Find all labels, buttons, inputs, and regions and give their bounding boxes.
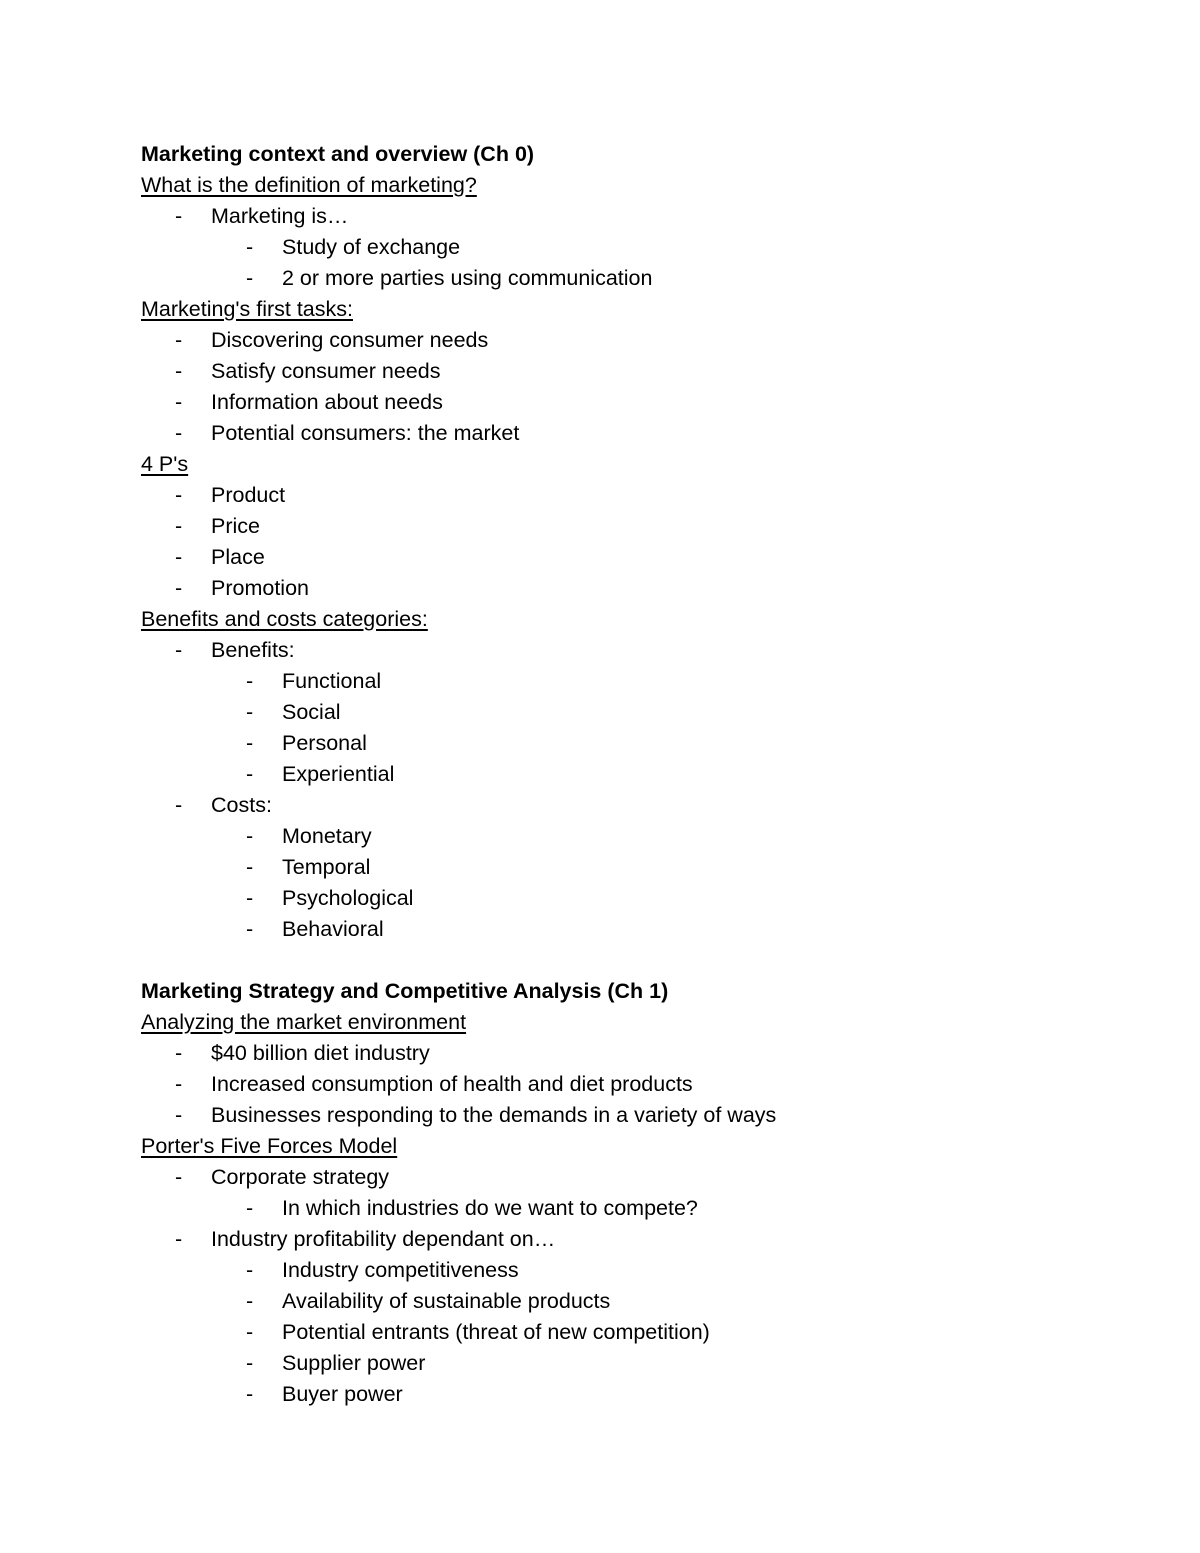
list-item [141, 635, 1200, 666]
bullet-dash-icon: - [175, 204, 183, 228]
bullet-text: Increased consumption of health and diet products [211, 1072, 693, 1096]
bullet-text: Promotion [211, 576, 309, 600]
sub-bullet-text: Availability of sustainable products [282, 1289, 611, 1313]
sub-list-item [141, 1193, 1200, 1224]
sub-list-item [141, 1317, 1200, 1348]
sub-list-item [141, 914, 1200, 945]
subsection-title-text: Benefits and costs categories: [141, 607, 428, 631]
sub-list-item [141, 821, 1200, 852]
bullet-dash-icon: - [246, 1196, 254, 1220]
bullet-dash-icon: - [175, 638, 183, 662]
section-heading: Marketing Strategy and Competitive Analysis (Ch 1) [141, 979, 669, 1003]
bullet-text: Information about needs [211, 390, 443, 414]
bullet-dash-icon: - [175, 483, 183, 507]
list-item [141, 201, 1200, 232]
bullet-text: Corporate strategy [211, 1165, 390, 1189]
sub-list-item [141, 852, 1200, 883]
sub-bullet-text: 2 or more parties using communication [282, 266, 653, 290]
bullet-dash-icon: - [175, 576, 183, 600]
bullet-text: Satisfy consumer needs [211, 359, 441, 383]
subsection-title [141, 170, 1200, 201]
bullet-text: Marketing is… [211, 204, 349, 228]
subsection-title [141, 604, 1200, 635]
bullet-dash-icon: - [175, 1227, 183, 1251]
sub-list-item [141, 759, 1200, 790]
sub-bullet-text: Functional [282, 669, 382, 693]
list-item [141, 1100, 1200, 1131]
list-item [141, 1069, 1200, 1100]
list-item [141, 1162, 1200, 1193]
sub-list-item [141, 1379, 1200, 1410]
bullet-text: Price [211, 514, 260, 538]
bullet-text: Businesses responding to the demands in a variety of ways [211, 1103, 777, 1127]
bullet-dash-icon: - [246, 1351, 254, 1375]
subsection-title [141, 1007, 1200, 1038]
bullet-dash-icon: - [175, 514, 183, 538]
bullet-dash-icon: - [175, 1165, 183, 1189]
bullet-dash-icon: - [246, 700, 254, 724]
bullet-dash-icon: - [246, 917, 254, 941]
bullet-dash-icon: - [246, 824, 254, 848]
subsection-title [141, 449, 1200, 480]
bullet-dash-icon: - [246, 762, 254, 786]
sub-bullet-text: Supplier power [282, 1351, 426, 1375]
sub-bullet-text: Behavioral [282, 917, 384, 941]
sub-bullet-text: In which industries do we want to compete? [282, 1196, 698, 1220]
bullet-dash-icon: - [175, 1072, 183, 1096]
subsection-title-text: Analyzing the market environment [141, 1010, 467, 1034]
sub-bullet-text: Study of exchange [282, 235, 461, 259]
bullet-dash-icon: - [175, 359, 183, 383]
subsection-title [141, 294, 1200, 325]
bullet-dash-icon: - [246, 266, 254, 290]
subsection-title-text: 4 P's [141, 452, 189, 476]
sub-bullet-text: Experiential [282, 762, 395, 786]
sub-list-item [141, 883, 1200, 914]
sub-bullet-text: Temporal [282, 855, 371, 879]
bullet-dash-icon: - [175, 1103, 183, 1127]
sub-list-item [141, 728, 1200, 759]
sub-list-item [141, 232, 1200, 263]
document-page [141, 139, 1200, 1410]
bullet-dash-icon: - [246, 731, 254, 755]
section-spacer [141, 945, 1200, 976]
bullet-dash-icon: - [175, 1041, 183, 1065]
bullet-dash-icon: - [246, 1320, 254, 1344]
list-item [141, 418, 1200, 449]
subsection-title [141, 1131, 1200, 1162]
bullet-dash-icon: - [246, 1382, 254, 1406]
bullet-dash-icon: - [175, 421, 183, 445]
list-item [141, 511, 1200, 542]
sub-bullet-text: Industry competitiveness [282, 1258, 519, 1282]
list-item [141, 1224, 1200, 1255]
bullet-dash-icon: - [175, 390, 183, 414]
list-item [141, 325, 1200, 356]
list-item [141, 387, 1200, 418]
sub-list-item [141, 666, 1200, 697]
list-item [141, 1038, 1200, 1069]
sub-bullet-text: Potential entrants (threat of new competition) [282, 1320, 710, 1344]
sub-list-item [141, 1348, 1200, 1379]
bullet-text: Benefits: [211, 638, 295, 662]
list-item [141, 356, 1200, 387]
sub-bullet-text: Psychological [282, 886, 414, 910]
subsection-title-text: Porter's Five Forces Model [141, 1134, 398, 1158]
subsection-title-text: What is the definition of marketing? [141, 173, 477, 197]
sub-list-item [141, 1255, 1200, 1286]
bullet-dash-icon: - [246, 886, 254, 910]
bullet-text: Costs: [211, 793, 272, 817]
sub-list-item [141, 263, 1200, 294]
list-item [141, 480, 1200, 511]
bullet-text: Discovering consumer needs [211, 328, 489, 352]
bullet-text: $40 billion diet industry [211, 1041, 430, 1065]
bullet-text: Place [211, 545, 265, 569]
bullet-dash-icon: - [246, 669, 254, 693]
subsection-title-text: Marketing's first tasks: [141, 297, 353, 321]
sub-list-item [141, 697, 1200, 728]
sub-bullet-text: Personal [282, 731, 367, 755]
bullet-text: Product [211, 483, 286, 507]
bullet-dash-icon: - [246, 855, 254, 879]
bullet-text: Potential consumers: the market [211, 421, 520, 445]
bullet-text: Industry profitability dependant on… [211, 1227, 556, 1251]
section-heading: Marketing context and overview (Ch 0) [141, 142, 535, 166]
sub-bullet-text: Social [282, 700, 341, 724]
bullet-dash-icon: - [246, 1258, 254, 1282]
list-item [141, 790, 1200, 821]
bullet-dash-icon: - [175, 545, 183, 569]
sub-list-item [141, 1286, 1200, 1317]
bullet-dash-icon: - [246, 235, 254, 259]
sub-bullet-text: Buyer power [282, 1382, 403, 1406]
list-item [141, 542, 1200, 573]
list-item [141, 573, 1200, 604]
sub-bullet-text: Monetary [282, 824, 372, 848]
bullet-dash-icon: - [246, 1289, 254, 1313]
bullet-dash-icon: - [175, 793, 183, 817]
bullet-dash-icon: - [175, 328, 183, 352]
